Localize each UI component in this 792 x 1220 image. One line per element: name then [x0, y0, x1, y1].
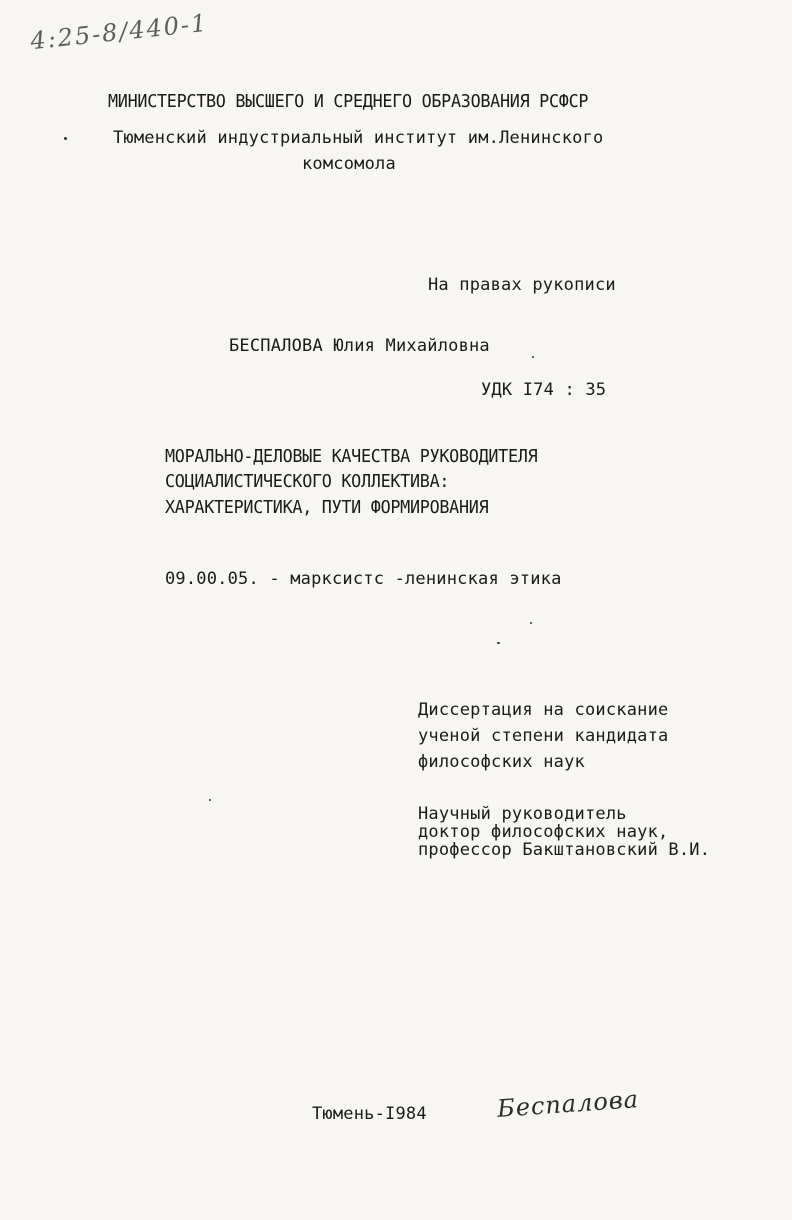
scan-speck	[532, 356, 534, 358]
supervisor-line-1: Научный руководитель	[418, 804, 627, 824]
scan-speck	[530, 622, 532, 624]
title-line-3: ХАРАКТЕРИСТИКА, ПУТИ ФОРМИРОВАНИЯ	[165, 497, 489, 518]
title-line-1: МОРАЛЬНО-ДЕЛОВЫЕ КАЧЕСТВА РУКОВОДИТЕЛЯ	[165, 446, 538, 467]
scan-speck	[209, 799, 211, 801]
title-line-2: СОЦИАЛИСТИЧЕСКОГО КОЛЛЕКТИВА:	[165, 471, 450, 492]
author-name: БЕСПАЛОВА Юлия Михайловна	[229, 336, 490, 356]
ministry-heading: МИНИСТЕРСТВО ВЫСШЕГО И СРЕДНЕГО ОБРАЗОВАНИЯ РСФСР	[108, 91, 589, 112]
city-year: Тюмень-I984	[312, 1104, 427, 1124]
archive-handwritten-mark: 4:25-8/440-1	[29, 8, 210, 56]
specialty-code: 09.00.05. - марксистс -ленинская этика	[165, 569, 562, 589]
institute-line-1: Тюменский индустриальный институт им.Ленинского	[113, 128, 604, 148]
scan-speck	[497, 642, 500, 644]
udk-code: УДК I74 : 35	[481, 380, 607, 400]
dissertation-line-2: ученой степени кандидата	[418, 726, 669, 746]
supervisor-line-2: доктор философских наук,	[418, 822, 669, 842]
dissertation-line-3: философских наук	[418, 752, 585, 772]
dissertation-line-1: Диссертация на соискание	[418, 700, 669, 720]
institute-line-2: комсомола	[302, 154, 396, 174]
author-signature: Беспалова	[496, 1085, 640, 1123]
supervisor-line-3: профессор Бакштановский В.И.	[418, 840, 711, 860]
scan-speck	[64, 137, 67, 140]
manuscript-rights: На правах рукописи	[428, 275, 616, 295]
